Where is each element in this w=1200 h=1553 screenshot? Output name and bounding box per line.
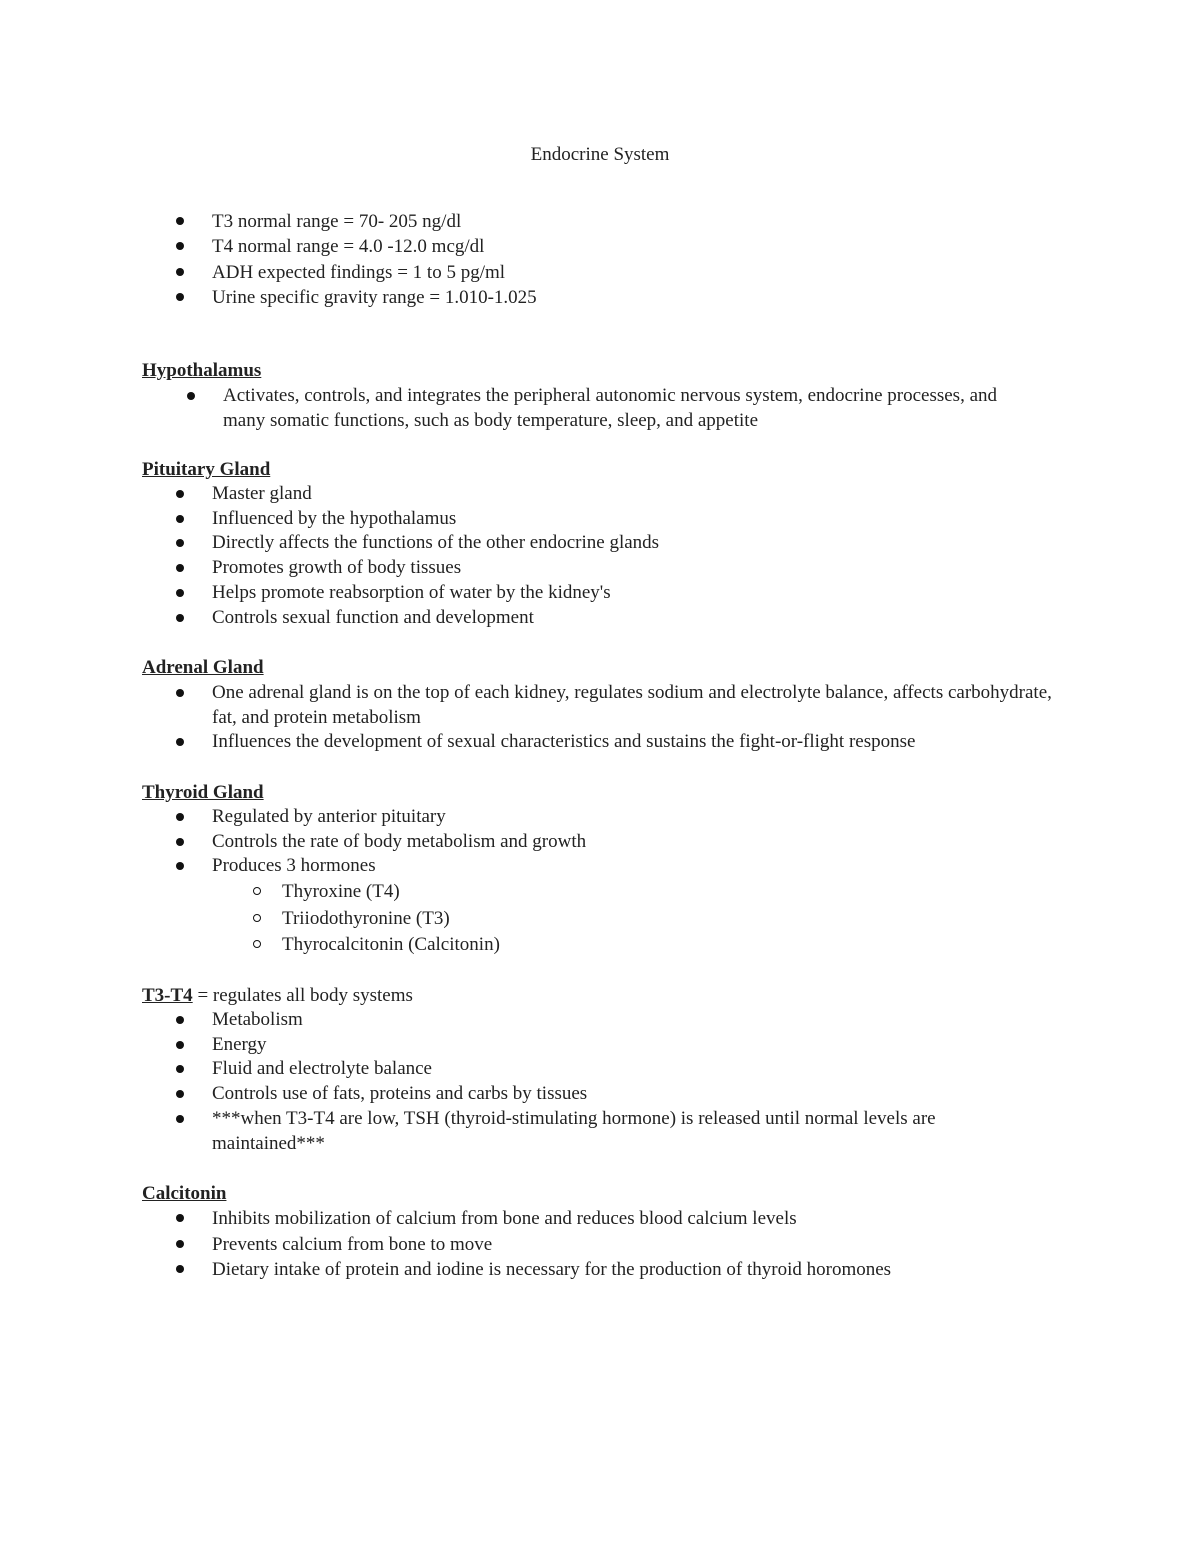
pituitary-list: [212, 482, 1112, 630]
bullet-icon: [187, 392, 195, 400]
list-item: Triiodothyronine (T3): [282, 906, 882, 933]
bullet-icon: [176, 862, 184, 870]
bullet-icon: [176, 614, 184, 622]
list-item: Controls use of fats, proteins and carbs by tissues: [212, 1082, 1052, 1107]
bullet-icon: [176, 490, 184, 498]
bullet-icon: [176, 838, 184, 846]
list-item: Regulated by anterior pituitary: [212, 805, 1112, 830]
bullet-icon: [176, 1115, 184, 1123]
list-item: Influences the development of sexual characteristics and sustains the fight-or-flight response: [212, 730, 1062, 755]
bullet-icon: [176, 1041, 184, 1049]
bullet-icon: [176, 242, 184, 250]
calcitonin-list: [212, 1206, 1112, 1283]
section-heading-hypothalamus: Hypothalamus: [142, 360, 262, 381]
hollow-bullet-icon: [253, 914, 261, 922]
t3-t4-description: = regulates all body systems: [192, 985, 413, 1006]
hollow-bullet-icon: [253, 887, 261, 895]
bullet-icon: [176, 268, 184, 276]
t3-t4-label: T3-T4: [142, 985, 193, 1006]
list-item: Master gland: [212, 482, 1112, 507]
reference-ranges-list: [212, 209, 1112, 310]
adrenal-list: [212, 681, 1062, 755]
list-item: Produces 3 hormones: [212, 854, 1112, 879]
list-item: Thyroxine (T4): [282, 879, 882, 906]
bullet-icon: [176, 515, 184, 523]
bullet-icon: [176, 293, 184, 301]
list-item: T4 normal range = 4.0 -12.0 mcg/dl: [212, 234, 1112, 259]
bullet-icon: [176, 1090, 184, 1098]
list-item: Controls the rate of body metabolism and growth: [212, 830, 1112, 855]
list-item: Inhibits mobilization of calcium from bone and reduces blood calcium levels: [212, 1206, 1112, 1232]
hypothalamus-list: [223, 384, 1003, 433]
bullet-icon: [176, 564, 184, 572]
document-title: Endocrine System: [530, 144, 670, 165]
bullet-icon: [176, 589, 184, 597]
list-item: Fluid and electrolyte balance: [212, 1057, 1052, 1082]
section-heading-t3-t4: [142, 984, 413, 1008]
bullet-icon: [176, 1265, 184, 1273]
list-item: Metabolism: [212, 1008, 1052, 1033]
hollow-bullet-icon: [253, 940, 261, 948]
bullet-icon: [176, 813, 184, 821]
bullet-icon: [176, 738, 184, 746]
bullet-icon: [176, 539, 184, 547]
list-item: T3 normal range = 70- 205 ng/dl: [212, 209, 1112, 234]
bullet-icon: [176, 217, 184, 225]
list-item: Activates, controls, and integrates the peripheral autonomic nervous system, endocrine processes, and many somatic functions, such as body temperature, sleep, and appetite: [223, 384, 1003, 433]
bullet-icon: [176, 1065, 184, 1073]
list-item: Urine specific gravity range = 1.010-1.025: [212, 285, 1112, 310]
list-item: Directly affects the functions of the other endocrine glands: [212, 531, 1112, 556]
thyroid-list: [212, 805, 1112, 879]
section-heading-thyroid: Thyroid Gland: [142, 782, 264, 803]
bullet-icon: [176, 689, 184, 697]
bullet-icon: [176, 1016, 184, 1024]
list-item: Controls sexual function and development: [212, 606, 1112, 631]
list-item: Thyrocalcitonin (Calcitonin): [282, 932, 882, 959]
section-heading-adrenal: Adrenal Gland: [142, 657, 264, 678]
list-item: Influenced by the hypothalamus: [212, 507, 1112, 532]
bullet-icon: [176, 1214, 184, 1222]
section-heading-pituitary: Pituitary Gland: [142, 459, 271, 480]
bullet-icon: [176, 1240, 184, 1248]
list-item: One adrenal gland is on the top of each kidney, regulates sodium and electrolyte balance, affects carbohydrate, fat, and protein metabolism: [212, 681, 1062, 730]
list-item: Energy: [212, 1033, 1052, 1058]
list-item: ADH expected findings = 1 to 5 pg/ml: [212, 260, 1112, 285]
list-item: Prevents calcium from bone to move: [212, 1232, 1112, 1258]
thyroid-hormones-list: [282, 879, 882, 959]
list-item: Promotes growth of body tissues: [212, 556, 1112, 581]
list-item: ***when T3-T4 are low, TSH (thyroid-stimulating hormone) is released until normal levels are maintained***: [212, 1107, 1052, 1156]
section-heading-calcitonin: Calcitonin: [142, 1183, 227, 1204]
t3-t4-list: [212, 1008, 1052, 1156]
list-item: Dietary intake of protein and iodine is necessary for the production of thyroid horomones: [212, 1257, 1112, 1283]
list-item: Helps promote reabsorption of water by the kidney's: [212, 581, 1112, 606]
